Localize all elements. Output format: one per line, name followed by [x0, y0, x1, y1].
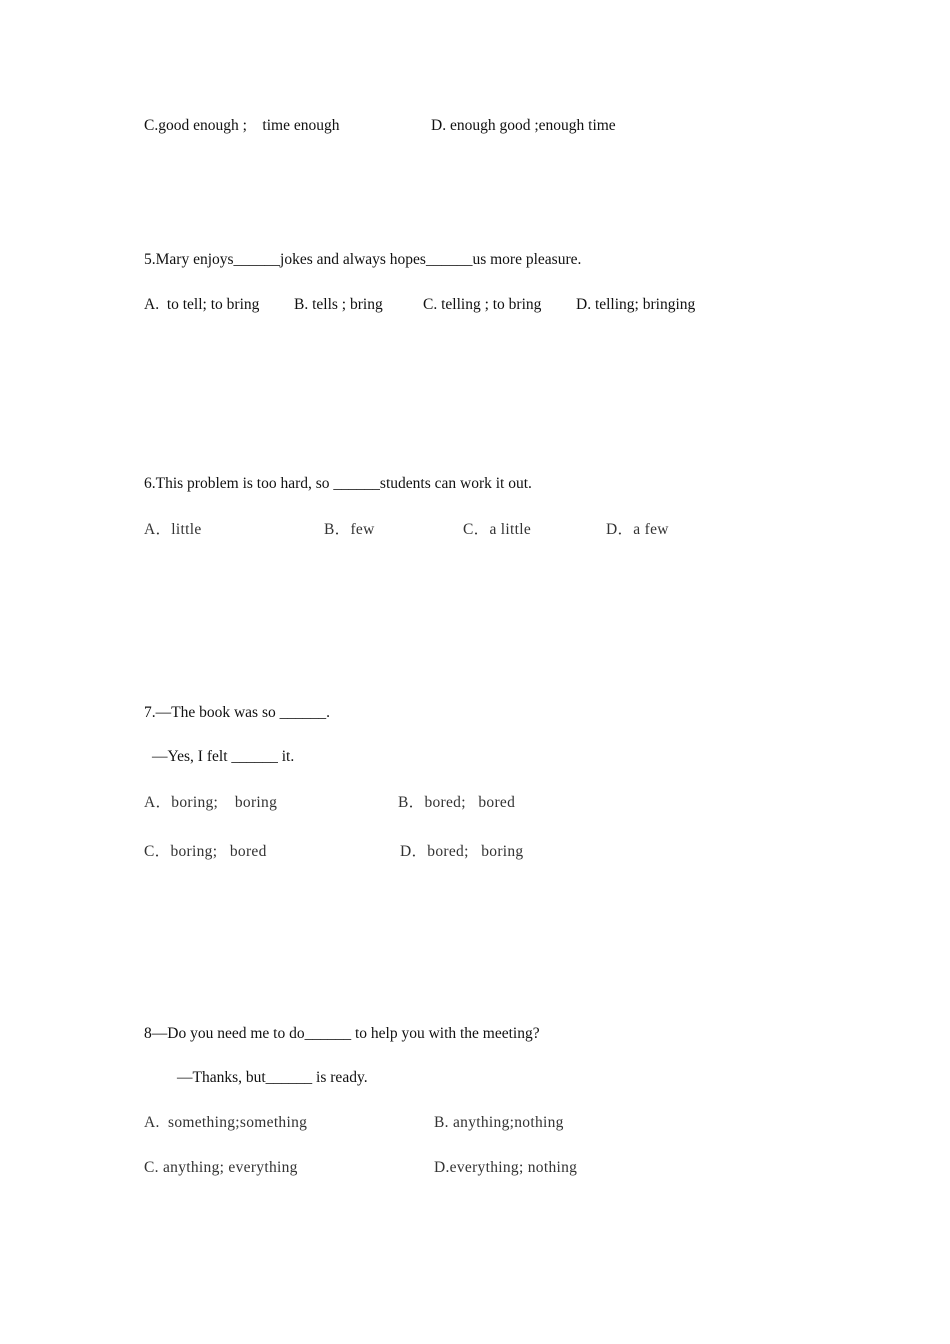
q6-option-a: A．little — [144, 521, 202, 538]
q5-option-d: D. telling; bringing — [576, 296, 696, 313]
q6-option-d: D．a few — [606, 521, 669, 538]
q4-option-d: D. enough good ;enough time — [431, 117, 616, 134]
q5-option-c: C. telling ; to bring — [423, 296, 542, 313]
q6-option-b: B．few — [324, 521, 375, 538]
q8-option-c: C. anything; everything — [144, 1159, 298, 1176]
q4-option-c: C.good enough ; time enough — [144, 117, 340, 134]
q8-stem: 8—Do you need me to do______ to help you with the meeting? — [144, 1025, 540, 1042]
q7-reply: —Yes, I felt ______ it. — [152, 748, 295, 765]
q8-option-a: A. something;something — [144, 1114, 308, 1131]
q8-option-d: D.everything; nothing — [434, 1159, 578, 1176]
q7-option-d: D．bored; boring — [400, 843, 524, 860]
q8-reply: —Thanks, but______ is ready. — [177, 1069, 368, 1086]
q5-option-a: A. to tell; to bring — [144, 296, 260, 313]
q8-option-b: B. anything;nothing — [434, 1114, 564, 1131]
q5-option-b: B. tells ; bring — [294, 296, 383, 313]
q7-option-a: A．boring; boring — [144, 794, 278, 811]
q7-option-b: B．bored; bored — [398, 794, 516, 811]
q7-option-c: C．boring; bored — [144, 843, 267, 860]
q6-option-c: C．a little — [463, 521, 532, 538]
q7-stem: 7.—The book was so ______. — [144, 704, 330, 721]
q6-stem: 6.This problem is too hard, so ______students can work it out. — [144, 475, 532, 492]
q5-stem: 5.Mary enjoys______jokes and always hopes______us more pleasure. — [144, 251, 582, 268]
